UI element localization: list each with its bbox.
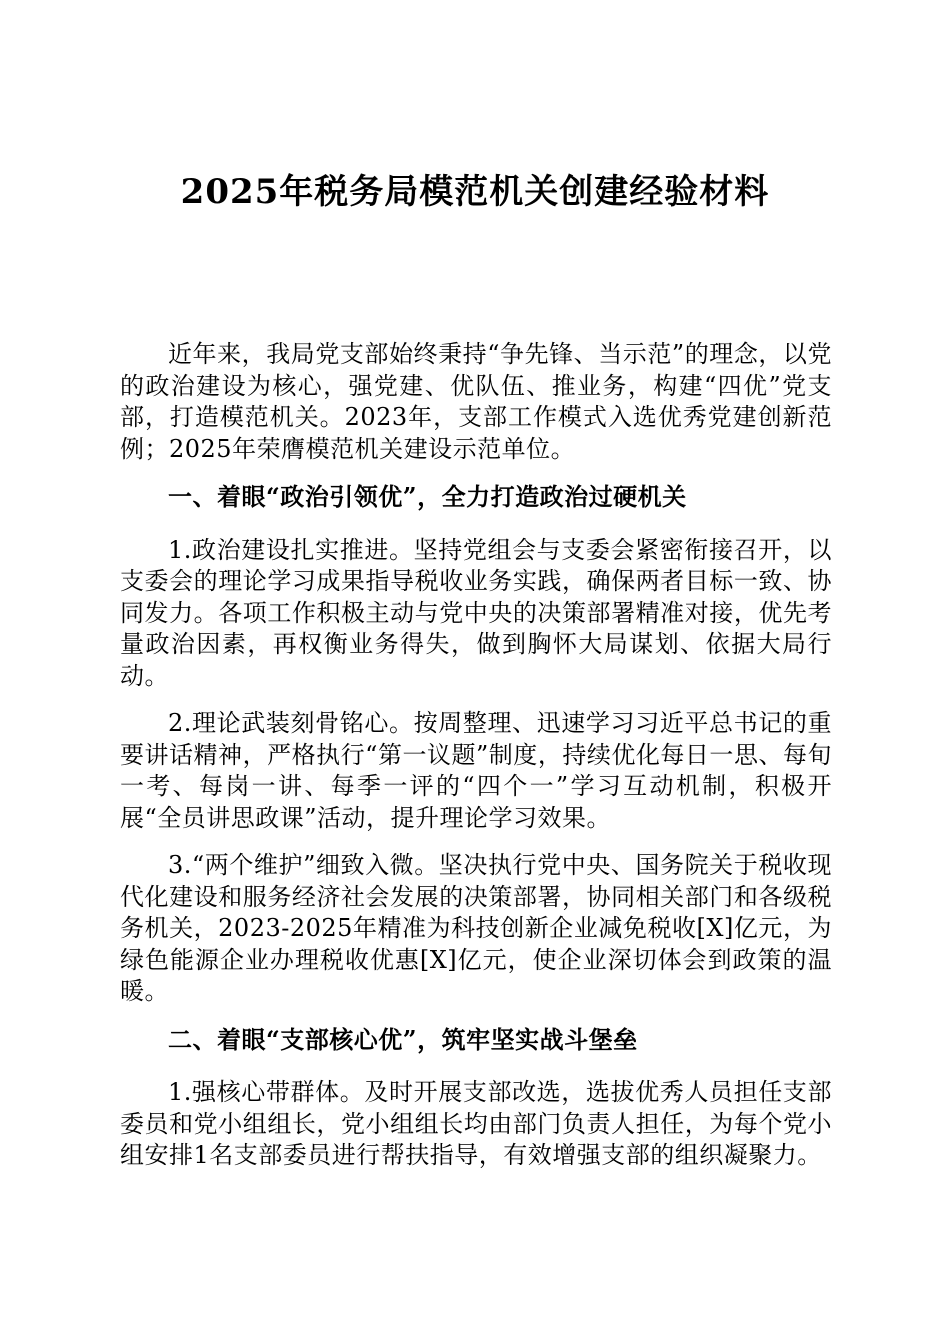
document-body (120, 339, 832, 1188)
intro-paragraph: 近年来，我局党支部始终秉持“争先锋、当示范”的理念，以党的政治建设为核心，强党建、优队伍、推业务，构建“四优”党支部，打造模范机关。2023年，支部工作模式入选优秀党建创新范例；2025年荣膺模范机关建设示范单位。 (120, 340, 832, 463)
section-heading-2: 二、着眼“支部核心优”，筑牢坚实战斗堡垒 (168, 1024, 638, 1054)
section1-paragraph-3: 3.“两个维护”细致入微。坚决执行党中央、国务院关于税收现代化建设和服务经济社会发展的决策部署，协同相关部门和各级税务机关，2023-2025年精准为科技创新企业减免税收[X]亿元，为绿色能源企业办理税收优惠[X]亿元，使企业深切体会到政策的温暖。 (120, 851, 832, 1005)
section1-paragraph-1: 1.政治建设扎实推进。坚持党组会与支委会紧密衔接召开，以支委会的理论学习成果指导税收业务实践，确保两者目标一致、协同发力。各项工作积极主动与党中央的决策部署精准对接，优先考量政治因素，再权衡业务得失，做到胸怀大局谋划、依据大局行动。 (120, 535, 832, 690)
document-title: 2025年税务局模范机关创建经验材料 (180, 172, 770, 212)
section-heading-1: 一、着眼“政治引领优”，全力打造政治过硬机关 (168, 482, 687, 511)
section1-paragraph-2: 2.理论武装刻骨铭心。按周整理、迅速学习习近平总书记的重要讲话精神，严格执行“第一议题”制度，持续优化每日一思、每旬一考、每岗一讲、每季一评的“四个一”学习互动机制，积极开展“全员讲思政课”活动，提升理论学习效果。 (120, 709, 832, 832)
section2-paragraph-1: 1.强核心带群体。及时开展支部改选，选拔优秀人员担任支部委员和党小组组长，党小组组长均由部门负责人担任，为每个党小组安排1名支部委员进行帮扶指导，有效增强支部的组织凝聚力。 (120, 1078, 832, 1169)
